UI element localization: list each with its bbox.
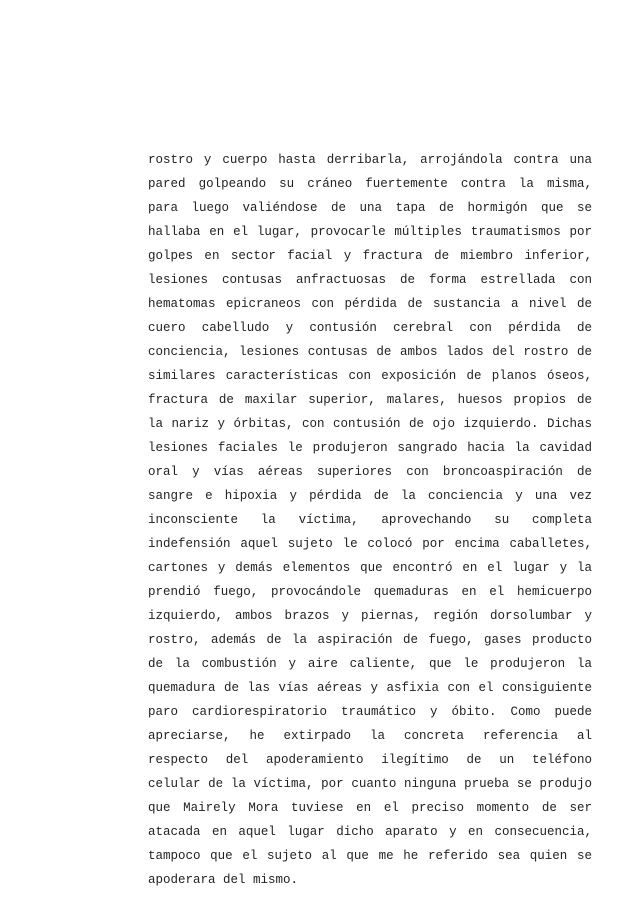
text-line: quemadura de las vías aéreas y asfixia con el consiguiente	[148, 681, 592, 695]
text-line: golpes en sector facial y fractura de miembro inferior,	[148, 249, 592, 263]
text-line: cuero cabelludo y contusión cerebral con pérdida de	[148, 321, 592, 335]
body-paragraph	[148, 148, 592, 892]
text-line: hematomas epicraneos con pérdida de sustancia a nivel de	[148, 297, 592, 311]
text-line: respecto del apoderamiento ilegítimo de un teléfono	[148, 753, 592, 767]
text-line: lesiones contusas anfractuosas de forma estrellada con	[148, 273, 592, 287]
text-line: apreciarse, he extirpado la concreta referencia al	[148, 729, 592, 743]
text-line: apoderara del mismo.	[148, 873, 299, 887]
text-line: tampoco que el sujeto al que me he referido sea quien se	[148, 849, 592, 863]
text-line: que Mairely Mora tuviese en el preciso momento de ser	[148, 801, 592, 815]
text-line: fractura de maxilar superior, malares, huesos propios de	[148, 393, 592, 407]
text-line: lesiones faciales le produjeron sangrado hacia la cavidad	[148, 441, 592, 455]
text-line: oral y vías aéreas superiores con broncoaspiración de	[148, 465, 592, 479]
text-line: rostro y cuerpo hasta derribarla, arrojándola contra una	[148, 153, 592, 167]
text-line: hallaba en el lugar, provocarle múltiples traumatismos por	[148, 225, 592, 239]
text-line: prendió fuego, provocándole quemaduras en el hemicuerpo	[148, 585, 592, 599]
text-line: pared golpeando su cráneo fuertemente contra la misma,	[148, 177, 592, 191]
text-line: conciencia, lesiones contusas de ambos lados del rostro de	[148, 345, 592, 359]
text-line: atacada en aquel lugar dicho aparato y en consecuencia,	[148, 825, 592, 839]
text-line: para luego valiéndose de una tapa de hormigón que se	[148, 201, 592, 215]
text-line: rostro, además de la aspiración de fuego, gases producto	[148, 633, 592, 647]
text-line: izquierdo, ambos brazos y piernas, región dorsolumbar y	[148, 609, 592, 623]
text-line: indefensión aquel sujeto le colocó por encima caballetes,	[148, 537, 592, 551]
text-line: la nariz y órbitas, con contusión de ojo izquierdo. Dichas	[148, 417, 592, 431]
text-line: inconsciente la víctima, aprovechando su completa	[148, 513, 592, 527]
text-line: paro cardiorespiratorio traumático y óbito. Como puede	[148, 705, 592, 719]
text-line: sangre e hipoxia y pérdida de la conciencia y una vez	[148, 489, 592, 503]
text-line: de la combustión y aire caliente, que le produjeron la	[148, 657, 592, 671]
text-line: cartones y demás elementos que encontró en el lugar y la	[148, 561, 592, 575]
text-line: similares características con exposición de planos óseos,	[148, 369, 592, 383]
text-line: celular de la víctima, por cuanto ninguna prueba se produjo	[148, 777, 592, 791]
